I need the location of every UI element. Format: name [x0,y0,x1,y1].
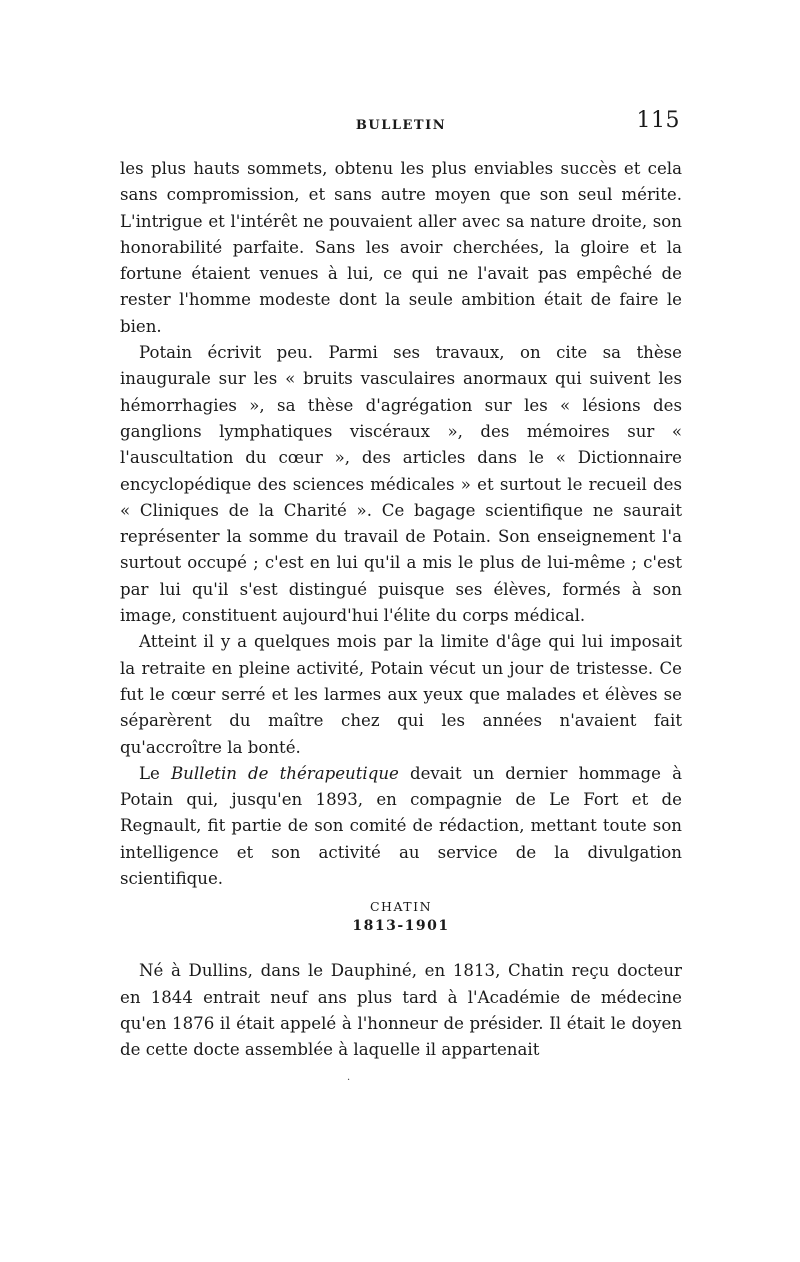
paragraph-potain-character: les plus hauts sommets, obtenu les plus enviables succès et cela sans compromission, et sans autre moyen que son seul mérite. L'intrigue et l'intérêt ne pouvaient aller avec sa nature droite, son honorabilité parfaite. Sans les avoir cherchées, la gloire et la fortune étaient venues à lui, ce qui ne l'avait pas empêché de rester l'homme modeste dont la seule ambition était de faire le bien. [120,159,682,336]
paragraph-potain-works: Potain écrivit peu. Parmi ses travaux, on cite sa thèse inaugurale sur les « bruits vasculaires anormaux qui suivent les hémorrhagies », sa thèse d'agrégation sur les « lésions des ganglions lymphatiques viscéraux », des mémoires sur « l'auscultation du cœur », des articles dans le « Dictionnaire encyclopédique des sciences médicales » et surtout le recueil des « Cliniques de la Charité ». Ce bagage scientifique ne saurait représenter la somme du travail de Potain. Son enseignement l'a surtout occupé ; c'est en lui qu'il a mis le plus de lui-même ; c'est par lui qu'il s'est distingué puisque ses élèves, formés à son image, constituent aujourd'hui l'élite du corps médical. [120,343,682,626]
homage-lead: Le [139,763,171,783]
stray-print-mark: · [347,1075,351,1086]
section-dates: 1813-1901 [352,918,450,935]
running-header [120,108,682,142]
running-title: BULLETIN [355,118,447,133]
section-title-chatin: CHATIN [369,899,433,915]
homage-rest: devait un dernier hommage à Potain qui, jusqu'en 1893, en compagnie de Le Fort et de Regnault, fit partie de son comité de rédaction, mettant toute son intelligence et son activité au service de la divulgation scientifique. [120,763,682,889]
page-number: 115 [636,108,680,133]
journal-title-italic: Bulletin de thérapeutique [170,763,399,783]
paragraph-chatin-biography: Né à Dullins, dans le Dauphiné, en 1813, Chatin reçu docteur en 1844 entrait neuf ans plus tard à l'Académie de médecine qu'en 1876 il était appelé à l'honneur de présider. Il était le doyen de cette docte assemblée à laquelle il appartenait [120,961,682,1060]
paragraph-bulletin-homage [120,761,682,892]
paragraph-potain-retirement: Atteint il y a quelques mois par la limite d'âge qui lui imposait la retraite en pleine activité, Potain vécut un jour de tristesse. Ce fut le cœur serré et les larmes aux yeux que malades et élèves se séparèrent du maître chez qui les années n'avaient fait qu'accroître la bonté. [120,632,682,757]
book-page [120,108,682,1064]
